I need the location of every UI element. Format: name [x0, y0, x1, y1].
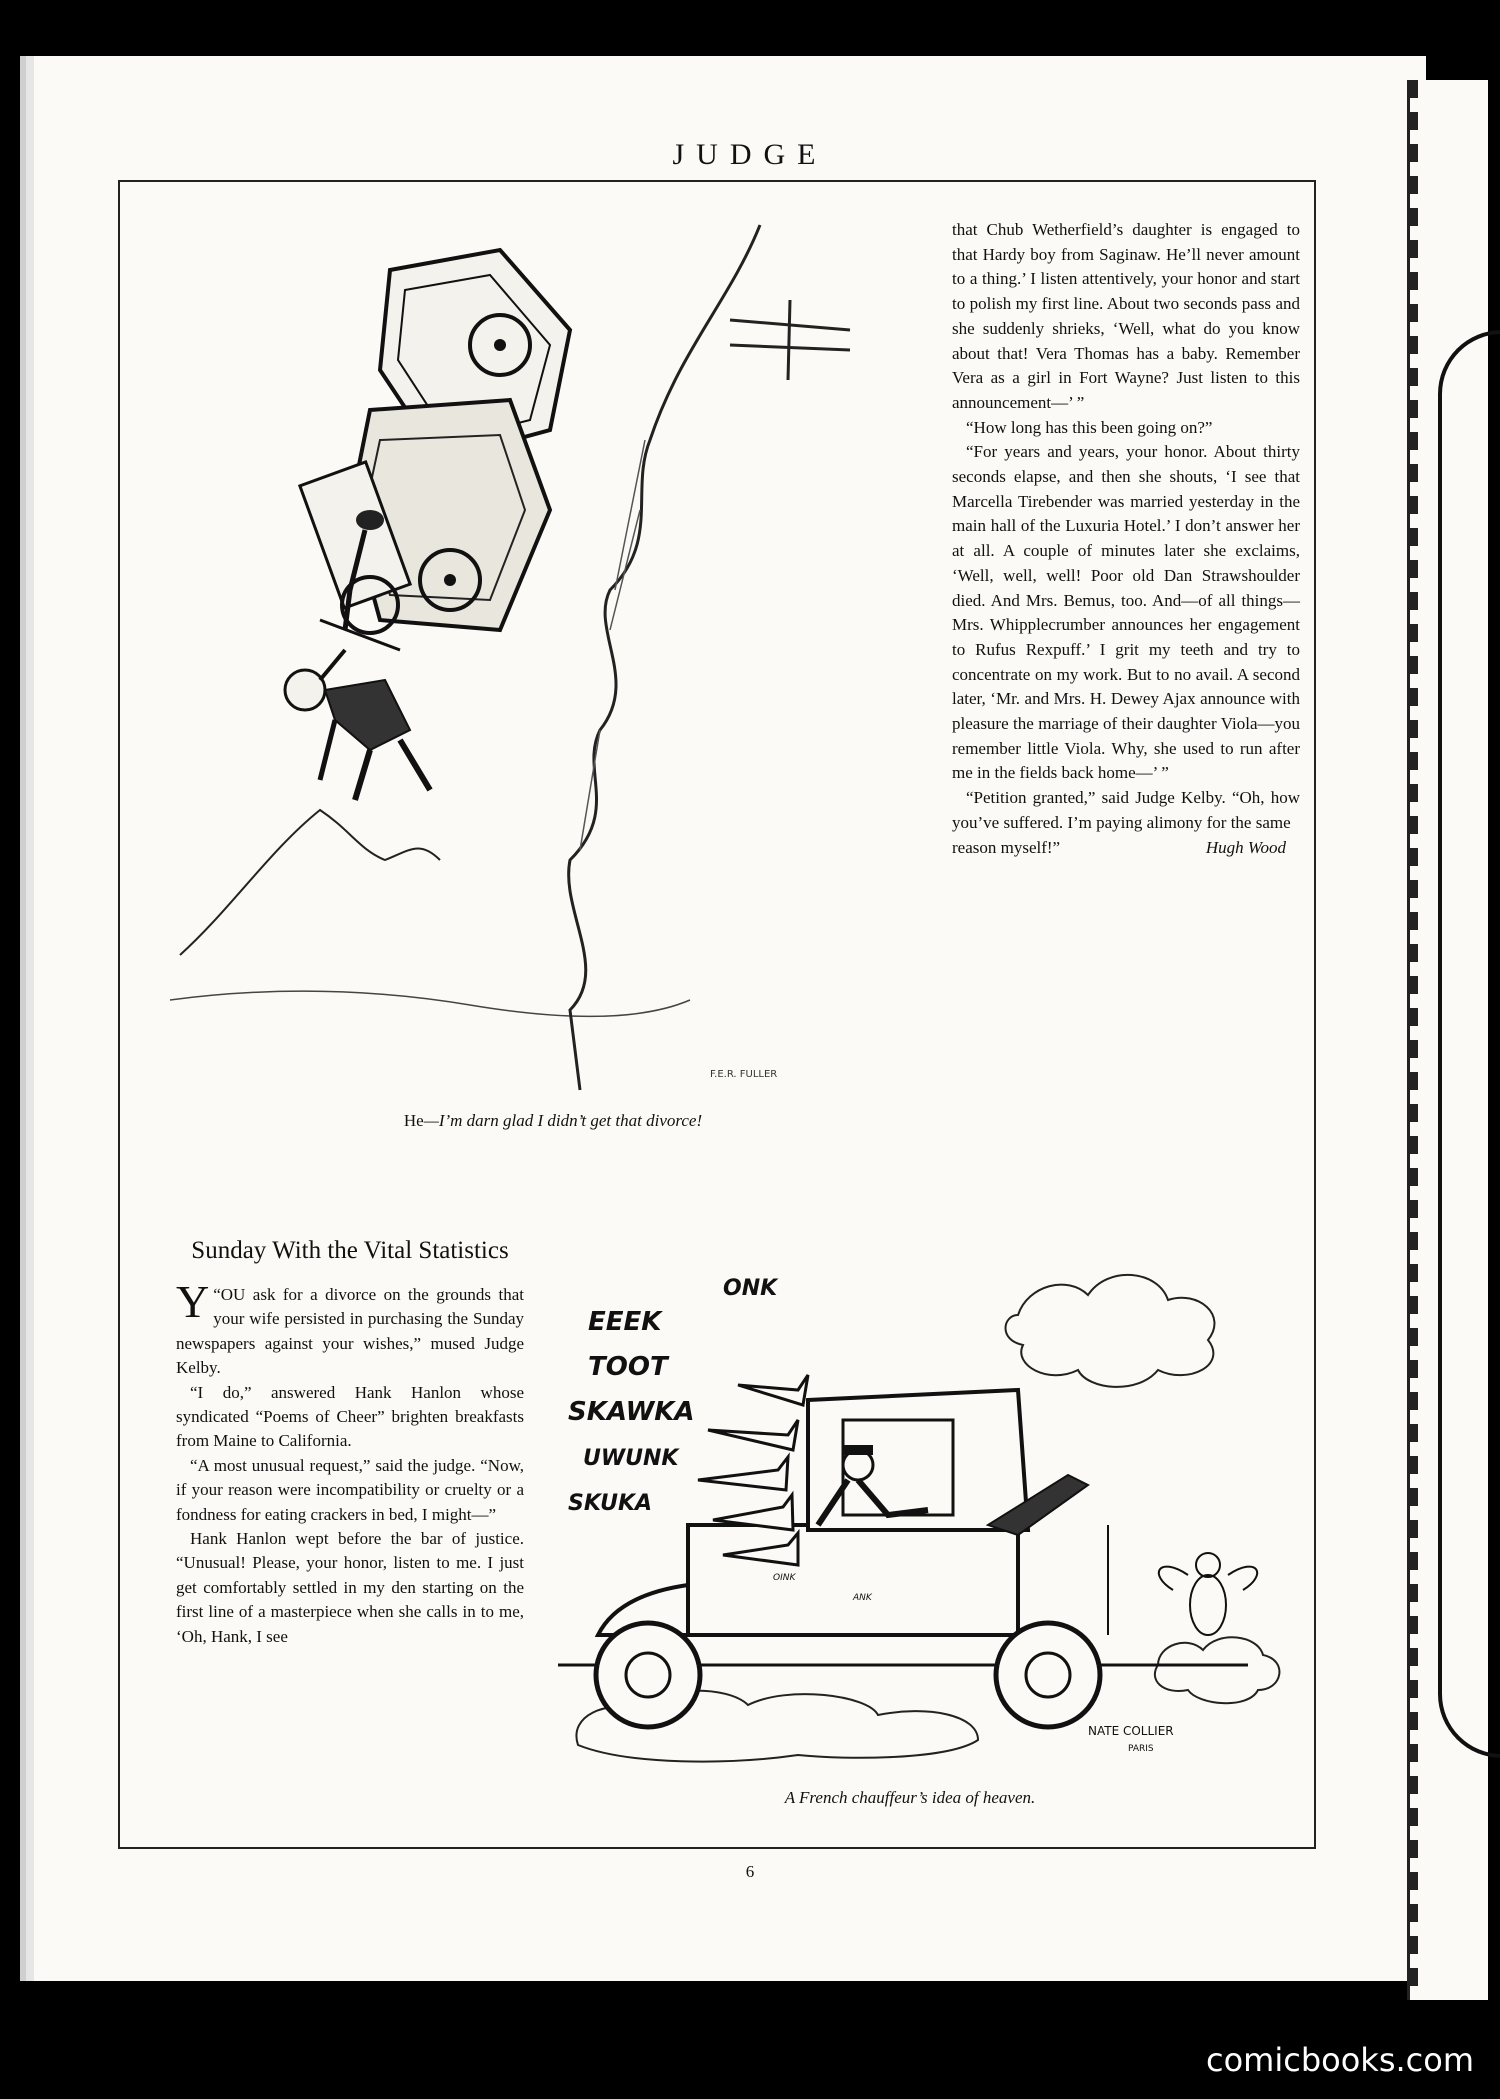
falling-car — [300, 250, 570, 650]
cliff-car-cartoon — [170, 210, 930, 1100]
facing-page-edge — [1407, 80, 1488, 2000]
sound-word: ONK — [723, 1276, 778, 1301]
author-byline: Hugh Wood — [1205, 837, 1286, 857]
binding-stitch — [1410, 80, 1418, 2000]
cartoon2-signature-place: PARIS — [1128, 1744, 1154, 1754]
sound-word: UWUNK — [583, 1446, 679, 1471]
story-paragraph: “For years and years, your honor. About thirty seconds elapse, and then she shouts, ‘I see that Marcella Tirebender was married yesterday in the main hall of the Luxuria Hotel.’ I don’t answer her at all. A couple of minutes later she exclaims, ‘Well, well, well! Poor old Dan Strawshoulder died. And Mrs. Bemus, too. And—of all things—Mrs. Whipplecrumber announces her engagement to Rufus Rexpuff.’ I grit my teeth and try to concentrate on my work. But to no avail. A second later, ‘Mr. and Mrs. H. Dewey Ajax announce with pleasure the marriage of their daughter Viola—you remember little Viola. Why, she used to run after me in the fields back home—’ ” — [952, 442, 1300, 783]
caption-quote: —I’m darn glad I didn’t get that divorce! — [423, 1111, 703, 1130]
cloud-top — [1006, 1275, 1215, 1387]
first-paragraph-text: OU ask for a divorce on the grounds that your wife persisted in purchasing the Sunday newspapers against your wishes,” mused Judge Kelby. — [176, 1285, 524, 1378]
horn-label: ANK — [853, 1593, 872, 1603]
article-paragraph: “A most unusual request,” said the judge. “Now, if your reason were incompatibility or cruelty or a fondness for eating crackers in bed, I might—” — [176, 1455, 524, 1524]
story-closing-line — [952, 836, 1300, 861]
cliff-edge — [569, 225, 760, 1090]
cloud-right — [1155, 1637, 1280, 1703]
facing-page-drawing — [1438, 330, 1500, 1758]
cartoon1-caption — [118, 1111, 988, 1131]
sound-word: SKAWKA — [568, 1397, 695, 1427]
masthead: JUDGE — [672, 138, 828, 171]
page-number: 6 — [745, 1862, 755, 1881]
article-paragraph: “I do,” answered Hank Hanlon whose syndicated “Poems of Cheer” brighten breakfasts from Maine to California. — [176, 1382, 524, 1451]
sound-word: EEEK — [588, 1307, 662, 1337]
mountain-outline — [180, 810, 440, 955]
watermark: comicbooks.com — [1205, 2041, 1474, 2079]
cartoon2-signature: NATE COLLIER — [1088, 1724, 1174, 1738]
open-quote: “ — [213, 1285, 221, 1304]
dangling-man — [285, 650, 430, 800]
sound-word: SKUKA — [568, 1491, 653, 1516]
story-last-line: reason myself!” — [952, 837, 1061, 857]
cliff-hatching — [580, 440, 645, 850]
drop-cap: Y — [176, 1276, 210, 1327]
article-paragraph: Hank Hanlon wept before the bar of justice. “Unusual! Please, your honor, listen to me. I just get comfortably settled in my den starting on the first line of a masterpiece when she calls in to me, ‘Oh, Hank, I see — [176, 1529, 524, 1646]
article-title: Sunday With the Vital Statistics — [191, 1237, 509, 1264]
ground-line — [170, 991, 690, 1016]
chauffeur-heaven-cartoon — [548, 1245, 1293, 1770]
story-paragraph: “How long has this been going on?” — [966, 417, 1213, 437]
article-first-paragraph — [176, 1276, 524, 1381]
story-paragraph: that Chub Wetherfield’s daughter is engaged to that Hardy boy from Saginaw. He’ll never amount to a thing.’ I listen attentively, your honor and start to polish my first line. About two seconds pass and she suddenly shrieks, ‘Well, what do you know about that! Vera Thomas has a baby. Remember Vera as a girl in Fort Wayne? Just listen to this announcement—’ ” — [952, 220, 1300, 412]
sound-word: TOOT — [588, 1352, 668, 1382]
article-column — [176, 1235, 524, 1649]
fence — [730, 300, 850, 380]
story-paragraph: “Petition granted,” said Judge Kelby. “Oh, how you’ve suffered. I’m paying alimony for the same — [952, 788, 1300, 832]
caption-speaker: He — [403, 1111, 424, 1130]
cartoon1-signature: F.E.R. FULLER — [710, 1069, 778, 1080]
cartoon2-caption: A French chauffeur’s idea of heaven. — [784, 1788, 1036, 1807]
angel-figure — [1159, 1553, 1257, 1635]
story-continued-column — [952, 218, 1300, 860]
taxi-car — [558, 1390, 1248, 1727]
horn-label: OINK — [773, 1573, 796, 1583]
